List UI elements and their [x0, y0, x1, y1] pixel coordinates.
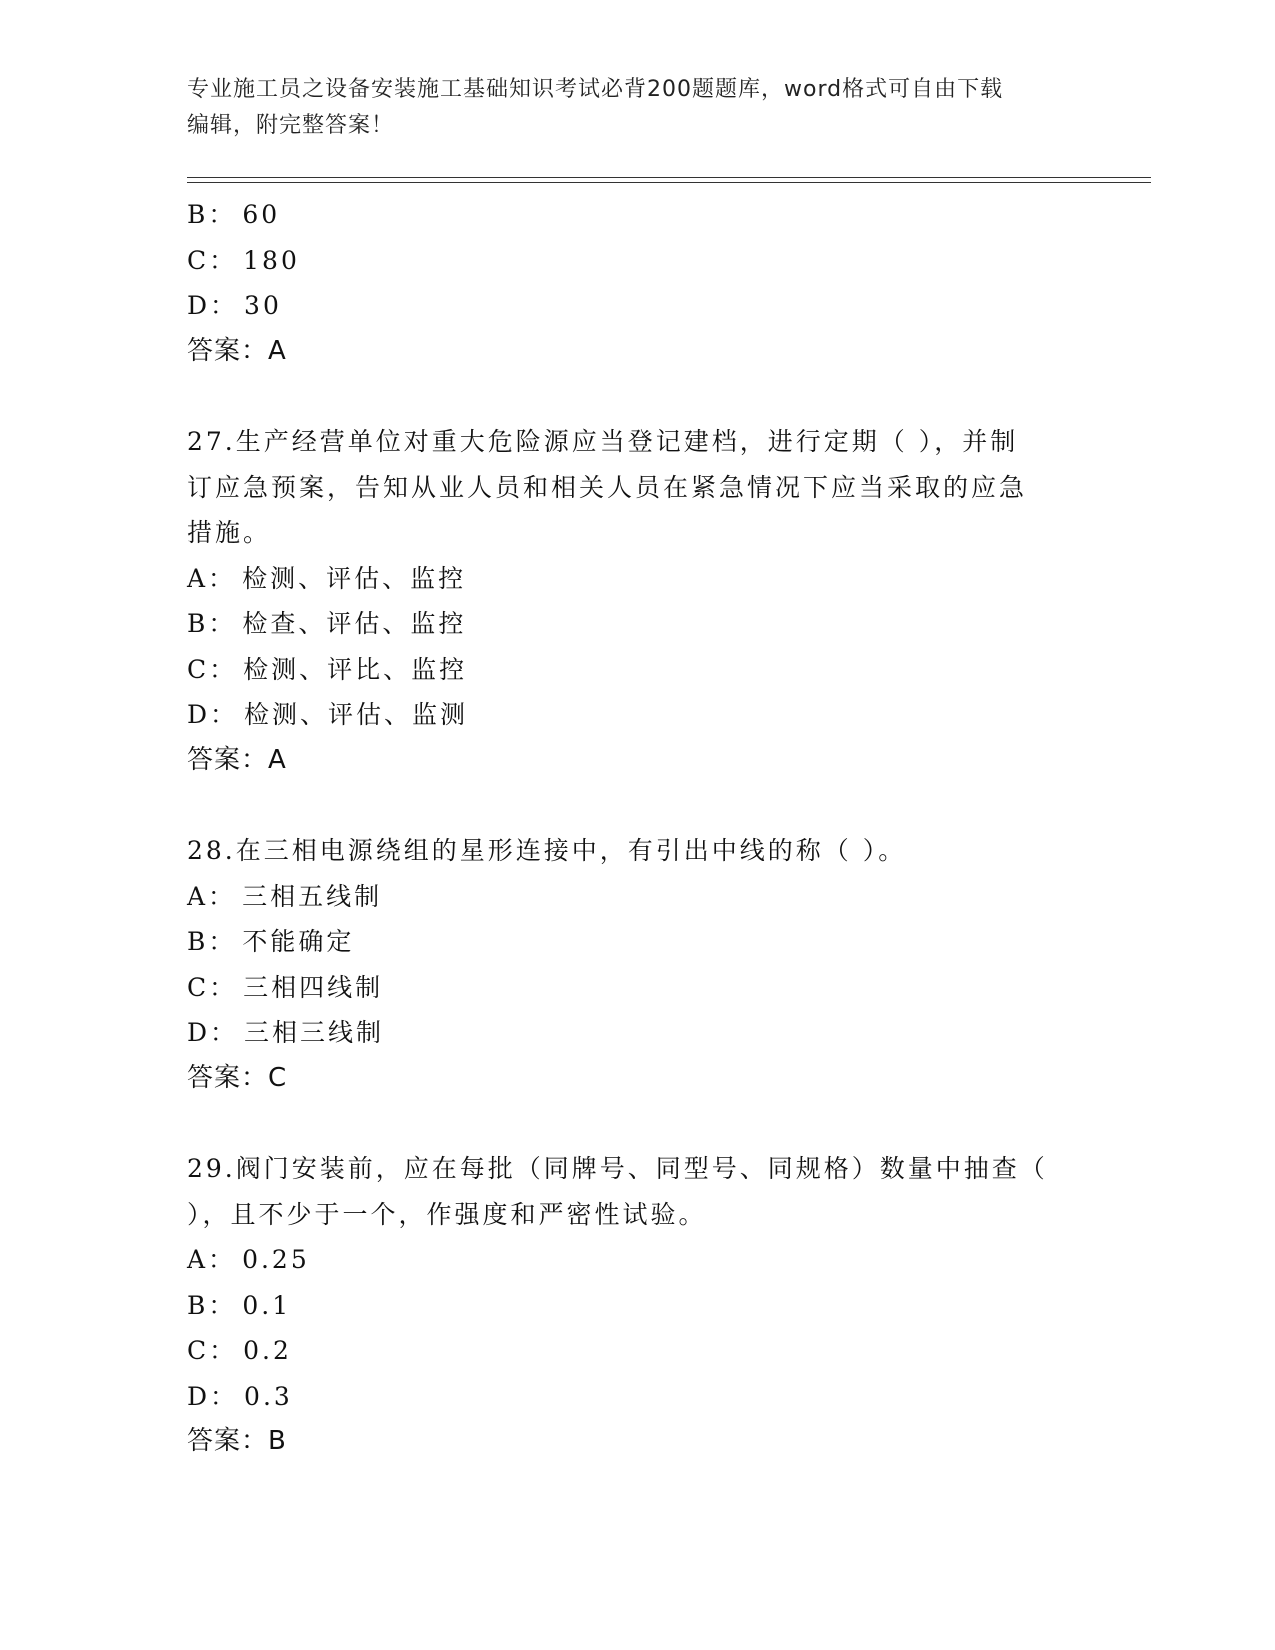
- question-text-line: 29.阀门安装前，应在每批（同牌号、同型号、同规格）数量中抽查（: [187, 1154, 1048, 1183]
- option-text: 三相四线制: [243, 972, 384, 1002]
- option-text: 180: [243, 245, 300, 275]
- option-label: A：: [187, 881, 237, 911]
- option-c: [187, 647, 1087, 693]
- option-text: 30: [244, 291, 282, 320]
- option-label: B：: [187, 200, 237, 229]
- option-text: 检查、评估、监控: [242, 609, 467, 638]
- answer-line: 答案：C: [187, 1062, 288, 1093]
- option-b: [187, 192, 1087, 238]
- option-text: 不能确定: [242, 927, 355, 956]
- question-block-27: [187, 419, 1087, 783]
- question-text-line: 订应急预案，告知从业人员和相关人员在紧急情况下应当采取的应急: [187, 472, 1028, 502]
- option-label: C：: [187, 1336, 238, 1365]
- option-a: [187, 874, 1087, 920]
- answer-line: 答案：A: [187, 335, 287, 366]
- option-d: [187, 692, 1087, 738]
- option-label: B：: [187, 1290, 237, 1320]
- option-b: [187, 601, 1087, 647]
- option-label: B：: [187, 927, 237, 956]
- question-text-line: 27.生产经营单位对重大危险源应当登记建档，进行定期（ ），并制: [187, 427, 1019, 456]
- option-label: A：: [187, 1245, 237, 1274]
- answer-line: 答案：B: [187, 1426, 287, 1456]
- question-block-26: [187, 192, 1087, 374]
- option-a: [187, 556, 1087, 602]
- option-label: B：: [187, 609, 237, 638]
- option-d: [187, 283, 1087, 329]
- option-label: D：: [187, 291, 239, 320]
- option-text: 三相三线制: [244, 1018, 385, 1047]
- option-c: [187, 238, 1087, 284]
- header-divider-top: [187, 177, 1151, 178]
- option-label: D：: [187, 700, 239, 729]
- question-text-line: ），且不少于一个，作强度和严密性试验。: [187, 1199, 707, 1229]
- question-list: [187, 192, 1087, 1510]
- option-label: C：: [187, 972, 238, 1002]
- option-b: [187, 919, 1087, 965]
- option-d: [187, 1374, 1087, 1420]
- answer-line: 答案：A: [187, 744, 287, 775]
- document-header: [187, 72, 1087, 144]
- option-label: C：: [187, 654, 238, 684]
- option-d: [187, 1010, 1087, 1056]
- header-divider-bottom: [187, 182, 1151, 183]
- option-text: 0.3: [244, 1381, 293, 1411]
- question-text-line: 措施。: [187, 518, 272, 547]
- header-line-2: 编辑，附完整答案！: [187, 113, 395, 138]
- option-text: 0.2: [243, 1336, 292, 1365]
- option-label: A：: [187, 563, 237, 593]
- option-c: [187, 1328, 1087, 1374]
- option-text: 60: [242, 200, 281, 229]
- option-text: 0.1: [242, 1290, 292, 1320]
- option-text: 0.25: [242, 1245, 310, 1274]
- option-label: C：: [187, 245, 238, 275]
- header-line-1: 专业施工员之设备安装施工基础知识考试必背200题题库，word格式可自由下载: [187, 77, 1004, 102]
- option-text: 三相五线制: [242, 881, 383, 911]
- question-block-28: [187, 828, 1087, 1101]
- option-label: D：: [187, 1381, 239, 1411]
- option-a: [187, 1237, 1087, 1283]
- option-c: [187, 965, 1087, 1011]
- option-text: 检测、评估、监测: [244, 700, 469, 729]
- question-text-line: 28.在三相电源绕组的星形连接中，有引出中线的称（ ）。: [187, 836, 907, 865]
- option-text: 检测、评比、监控: [243, 654, 468, 684]
- question-block-29: [187, 1146, 1087, 1465]
- option-b: [187, 1283, 1087, 1329]
- option-label: D：: [187, 1018, 239, 1047]
- option-text: 检测、评估、监控: [242, 563, 467, 593]
